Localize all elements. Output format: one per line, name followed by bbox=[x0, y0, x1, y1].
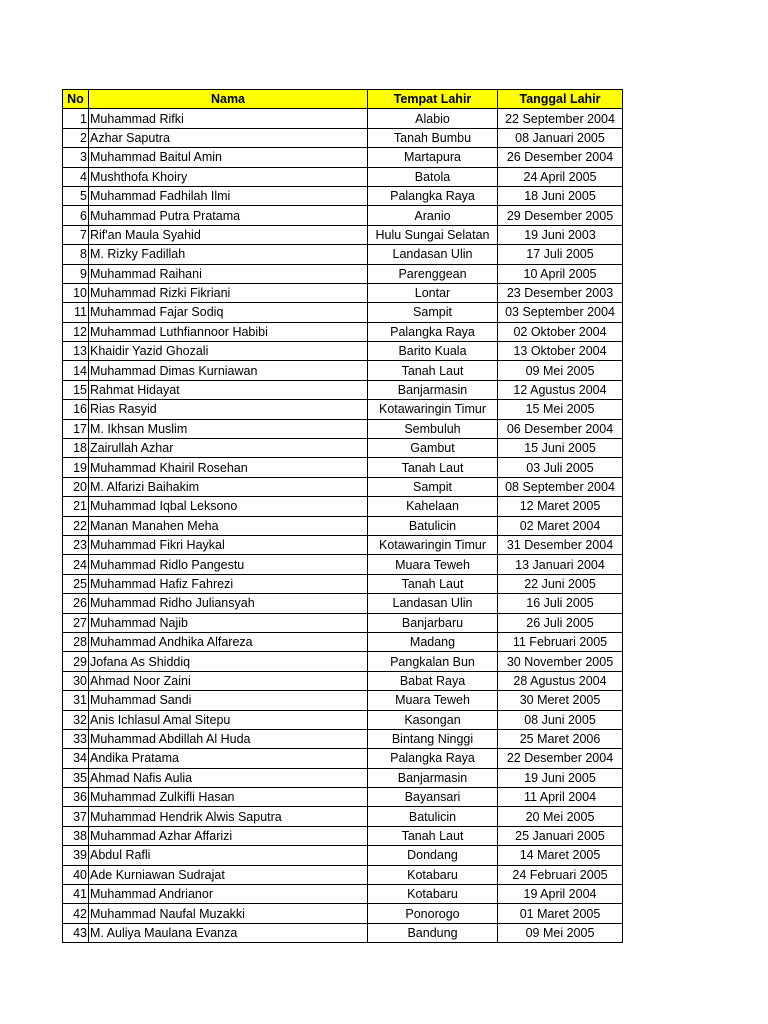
cell-tempat-lahir: Palangka Raya bbox=[368, 322, 498, 341]
cell-tempat-lahir: Kahelaan bbox=[368, 497, 498, 516]
cell-tempat-lahir: Aranio bbox=[368, 206, 498, 225]
cell-nama: Muhammad Khairil Rosehan bbox=[89, 458, 368, 477]
cell-tanggal-lahir: 08 September 2004 bbox=[498, 477, 623, 496]
cell-nama: Rias Rasyid bbox=[89, 400, 368, 419]
row-number: 8 bbox=[63, 245, 89, 264]
cell-tanggal-lahir: 12 Maret 2005 bbox=[498, 497, 623, 516]
table-row bbox=[63, 186, 623, 205]
cell-nama: Muhammad Rizki Fikriani bbox=[89, 283, 368, 302]
cell-tempat-lahir: Bayansari bbox=[368, 788, 498, 807]
cell-tempat-lahir: Martapura bbox=[368, 148, 498, 167]
cell-nama: Muhammad Sandi bbox=[89, 691, 368, 710]
header-nama: Nama bbox=[89, 90, 368, 109]
cell-tempat-lahir: Palangka Raya bbox=[368, 749, 498, 768]
table-row bbox=[63, 923, 623, 942]
cell-tanggal-lahir: 28 Agustus 2004 bbox=[498, 671, 623, 690]
cell-tempat-lahir: Batola bbox=[368, 167, 498, 186]
table-row bbox=[63, 497, 623, 516]
cell-nama: Muhammad Andhika Alfareza bbox=[89, 632, 368, 651]
cell-tanggal-lahir: 02 Oktober 2004 bbox=[498, 322, 623, 341]
cell-nama: Muhammad Putra Pratama bbox=[89, 206, 368, 225]
row-number: 13 bbox=[63, 342, 89, 361]
cell-tanggal-lahir: 26 Juli 2005 bbox=[498, 613, 623, 632]
row-number: 2 bbox=[63, 128, 89, 147]
row-number: 30 bbox=[63, 671, 89, 690]
cell-tempat-lahir: Ponorogo bbox=[368, 904, 498, 923]
cell-tempat-lahir: Landasan Ulin bbox=[368, 245, 498, 264]
cell-nama: Ade Kurniawan Sudrajat bbox=[89, 865, 368, 884]
cell-tanggal-lahir: 12 Agustus 2004 bbox=[498, 380, 623, 399]
cell-nama: Abdul Rafli bbox=[89, 846, 368, 865]
row-number: 40 bbox=[63, 865, 89, 884]
row-number: 1 bbox=[63, 109, 89, 128]
cell-tempat-lahir: Kasongan bbox=[368, 710, 498, 729]
cell-nama: M. Rizky Fadillah bbox=[89, 245, 368, 264]
row-number: 14 bbox=[63, 361, 89, 380]
cell-tempat-lahir: Tanah Laut bbox=[368, 458, 498, 477]
cell-tanggal-lahir: 09 Mei 2005 bbox=[498, 923, 623, 942]
table-row bbox=[63, 342, 623, 361]
cell-tempat-lahir: Bintang Ninggi bbox=[368, 729, 498, 748]
cell-tanggal-lahir: 22 Juni 2005 bbox=[498, 574, 623, 593]
cell-nama: Mushthofa Khoiry bbox=[89, 167, 368, 186]
cell-tempat-lahir: Madang bbox=[368, 632, 498, 651]
cell-tempat-lahir: Banjarmasin bbox=[368, 768, 498, 787]
cell-tempat-lahir: Batulicin bbox=[368, 807, 498, 826]
cell-tempat-lahir: Sampit bbox=[368, 303, 498, 322]
row-number: 33 bbox=[63, 729, 89, 748]
table-row bbox=[63, 768, 623, 787]
cell-nama: Muhammad Ridlo Pangestu bbox=[89, 555, 368, 574]
table-row bbox=[63, 380, 623, 399]
table-row bbox=[63, 846, 623, 865]
cell-nama: Azhar Saputra bbox=[89, 128, 368, 147]
row-number: 21 bbox=[63, 497, 89, 516]
cell-tempat-lahir: Pangkalan Bun bbox=[368, 652, 498, 671]
table-row bbox=[63, 594, 623, 613]
cell-tanggal-lahir: 17 Juli 2005 bbox=[498, 245, 623, 264]
row-number: 18 bbox=[63, 439, 89, 458]
cell-tanggal-lahir: 15 Juni 2005 bbox=[498, 439, 623, 458]
cell-tempat-lahir: Bandung bbox=[368, 923, 498, 942]
row-number: 26 bbox=[63, 594, 89, 613]
cell-tempat-lahir: Landasan Ulin bbox=[368, 594, 498, 613]
cell-tanggal-lahir: 19 Juni 2003 bbox=[498, 225, 623, 244]
cell-tanggal-lahir: 15 Mei 2005 bbox=[498, 400, 623, 419]
cell-nama: Andika Pratama bbox=[89, 749, 368, 768]
cell-tanggal-lahir: 14 Maret 2005 bbox=[498, 846, 623, 865]
cell-nama: Muhammad Najib bbox=[89, 613, 368, 632]
row-number: 11 bbox=[63, 303, 89, 322]
cell-tempat-lahir: Babat Raya bbox=[368, 671, 498, 690]
cell-tempat-lahir: Banjarmasin bbox=[368, 380, 498, 399]
header-no: No bbox=[63, 90, 89, 109]
table-row bbox=[63, 826, 623, 845]
cell-nama: Rif'an Maula Syahid bbox=[89, 225, 368, 244]
table-row bbox=[63, 283, 623, 302]
table-row bbox=[63, 729, 623, 748]
cell-tanggal-lahir: 11 April 2004 bbox=[498, 788, 623, 807]
cell-nama: Ahmad Nafis Aulia bbox=[89, 768, 368, 787]
table-header bbox=[63, 90, 623, 109]
cell-tempat-lahir: Hulu Sungai Selatan bbox=[368, 225, 498, 244]
cell-tanggal-lahir: 23 Desember 2003 bbox=[498, 283, 623, 302]
header-row bbox=[63, 90, 623, 109]
cell-tempat-lahir: Barito Kuala bbox=[368, 342, 498, 361]
cell-tanggal-lahir: 10 April 2005 bbox=[498, 264, 623, 283]
cell-tanggal-lahir: 11 Februari 2005 bbox=[498, 632, 623, 651]
cell-nama: Muhammad Andrianor bbox=[89, 885, 368, 904]
cell-tempat-lahir: Kotawaringin Timur bbox=[368, 400, 498, 419]
row-number: 34 bbox=[63, 749, 89, 768]
cell-tanggal-lahir: 03 September 2004 bbox=[498, 303, 623, 322]
table-row bbox=[63, 148, 623, 167]
cell-tempat-lahir: Alabio bbox=[368, 109, 498, 128]
cell-nama: Khaidir Yazid Ghozali bbox=[89, 342, 368, 361]
table-row bbox=[63, 749, 623, 768]
table-row bbox=[63, 516, 623, 535]
table-row bbox=[63, 807, 623, 826]
row-number: 20 bbox=[63, 477, 89, 496]
table-row bbox=[63, 904, 623, 923]
table-row bbox=[63, 167, 623, 186]
cell-nama: Jofana As Shiddiq bbox=[89, 652, 368, 671]
cell-nama: Muhammad Fikri Haykal bbox=[89, 535, 368, 554]
table-row bbox=[63, 225, 623, 244]
cell-tanggal-lahir: 18 Juni 2005 bbox=[498, 186, 623, 205]
table-row bbox=[63, 361, 623, 380]
cell-tanggal-lahir: 02 Maret 2004 bbox=[498, 516, 623, 535]
header-tanggal-lahir: Tanggal Lahir bbox=[498, 90, 623, 109]
cell-tempat-lahir: Kotabaru bbox=[368, 865, 498, 884]
row-number: 19 bbox=[63, 458, 89, 477]
table-row bbox=[63, 555, 623, 574]
cell-tanggal-lahir: 22 September 2004 bbox=[498, 109, 623, 128]
row-number: 43 bbox=[63, 923, 89, 942]
cell-nama: Manan Manahen Meha bbox=[89, 516, 368, 535]
table-body bbox=[63, 109, 623, 943]
table-row bbox=[63, 206, 623, 225]
row-number: 36 bbox=[63, 788, 89, 807]
row-number: 16 bbox=[63, 400, 89, 419]
cell-tempat-lahir: Lontar bbox=[368, 283, 498, 302]
cell-tanggal-lahir: 06 Desember 2004 bbox=[498, 419, 623, 438]
cell-tanggal-lahir: 30 November 2005 bbox=[498, 652, 623, 671]
row-number: 24 bbox=[63, 555, 89, 574]
cell-tanggal-lahir: 13 Januari 2004 bbox=[498, 555, 623, 574]
row-number: 31 bbox=[63, 691, 89, 710]
table-row bbox=[63, 264, 623, 283]
cell-tanggal-lahir: 24 Februari 2005 bbox=[498, 865, 623, 884]
cell-tempat-lahir: Kotawaringin Timur bbox=[368, 535, 498, 554]
cell-nama: Muhammad Rifki bbox=[89, 109, 368, 128]
row-number: 35 bbox=[63, 768, 89, 787]
row-number: 29 bbox=[63, 652, 89, 671]
row-number: 23 bbox=[63, 535, 89, 554]
cell-tanggal-lahir: 16 Juli 2005 bbox=[498, 594, 623, 613]
row-number: 22 bbox=[63, 516, 89, 535]
table-row bbox=[63, 535, 623, 554]
cell-tanggal-lahir: 08 Juni 2005 bbox=[498, 710, 623, 729]
cell-nama: Muhammad Zulkifli Hasan bbox=[89, 788, 368, 807]
cell-nama: Muhammad Fajar Sodiq bbox=[89, 303, 368, 322]
cell-tanggal-lahir: 22 Desember 2004 bbox=[498, 749, 623, 768]
row-number: 4 bbox=[63, 167, 89, 186]
row-number: 38 bbox=[63, 826, 89, 845]
row-number: 12 bbox=[63, 322, 89, 341]
cell-tempat-lahir: Sampit bbox=[368, 477, 498, 496]
cell-tanggal-lahir: 08 Januari 2005 bbox=[498, 128, 623, 147]
cell-tanggal-lahir: 09 Mei 2005 bbox=[498, 361, 623, 380]
cell-nama: Zairullah Azhar bbox=[89, 439, 368, 458]
cell-tanggal-lahir: 19 Juni 2005 bbox=[498, 768, 623, 787]
cell-tanggal-lahir: 30 Meret 2005 bbox=[498, 691, 623, 710]
row-number: 39 bbox=[63, 846, 89, 865]
cell-nama: M. Ikhsan Muslim bbox=[89, 419, 368, 438]
cell-tanggal-lahir: 19 April 2004 bbox=[498, 885, 623, 904]
row-number: 3 bbox=[63, 148, 89, 167]
table-row bbox=[63, 109, 623, 128]
table-row bbox=[63, 652, 623, 671]
student-table bbox=[62, 89, 623, 943]
cell-tanggal-lahir: 26 Desember 2004 bbox=[498, 148, 623, 167]
row-number: 9 bbox=[63, 264, 89, 283]
cell-tanggal-lahir: 13 Oktober 2004 bbox=[498, 342, 623, 361]
table-row bbox=[63, 574, 623, 593]
row-number: 37 bbox=[63, 807, 89, 826]
row-number: 28 bbox=[63, 632, 89, 651]
cell-tempat-lahir: Banjarbaru bbox=[368, 613, 498, 632]
row-number: 41 bbox=[63, 885, 89, 904]
cell-tanggal-lahir: 25 Januari 2005 bbox=[498, 826, 623, 845]
cell-nama: Muhammad Raihani bbox=[89, 264, 368, 283]
cell-nama: Muhammad Hendrik Alwis Saputra bbox=[89, 807, 368, 826]
row-number: 32 bbox=[63, 710, 89, 729]
cell-tanggal-lahir: 31 Desember 2004 bbox=[498, 535, 623, 554]
cell-nama: Muhammad Abdillah Al Huda bbox=[89, 729, 368, 748]
cell-tempat-lahir: Muara Teweh bbox=[368, 691, 498, 710]
cell-tempat-lahir: Batulicin bbox=[368, 516, 498, 535]
cell-tanggal-lahir: 03 Juli 2005 bbox=[498, 458, 623, 477]
cell-tempat-lahir: Tanah Bumbu bbox=[368, 128, 498, 147]
cell-tempat-lahir: Parenggean bbox=[368, 264, 498, 283]
cell-nama: Muhammad Luthfiannoor Habibi bbox=[89, 322, 368, 341]
table-row bbox=[63, 128, 623, 147]
table-row bbox=[63, 885, 623, 904]
row-number: 42 bbox=[63, 904, 89, 923]
cell-nama: Anis Ichlasul Amal Sitepu bbox=[89, 710, 368, 729]
cell-tanggal-lahir: 29 Desember 2005 bbox=[498, 206, 623, 225]
cell-nama: Muhammad Azhar Affarizi bbox=[89, 826, 368, 845]
cell-tempat-lahir: Tanah Laut bbox=[368, 574, 498, 593]
row-number: 7 bbox=[63, 225, 89, 244]
table-row bbox=[63, 632, 623, 651]
cell-tempat-lahir: Palangka Raya bbox=[368, 186, 498, 205]
cell-nama: M. Auliya Maulana Evanza bbox=[89, 923, 368, 942]
table-row bbox=[63, 400, 623, 419]
table-row bbox=[63, 439, 623, 458]
table-row bbox=[63, 322, 623, 341]
cell-nama: Muhammad Ridho Juliansyah bbox=[89, 594, 368, 613]
cell-tempat-lahir: Muara Teweh bbox=[368, 555, 498, 574]
table-row bbox=[63, 788, 623, 807]
table-row bbox=[63, 671, 623, 690]
row-number: 6 bbox=[63, 206, 89, 225]
cell-nama: Muhammad Hafiz Fahrezi bbox=[89, 574, 368, 593]
row-number: 25 bbox=[63, 574, 89, 593]
cell-nama: Muhammad Dimas Kurniawan bbox=[89, 361, 368, 380]
table-row bbox=[63, 613, 623, 632]
table-row bbox=[63, 458, 623, 477]
row-number: 5 bbox=[63, 186, 89, 205]
row-number: 10 bbox=[63, 283, 89, 302]
cell-nama: M. Alfarizi Baihakim bbox=[89, 477, 368, 496]
cell-nama: Muhammad Baitul Amin bbox=[89, 148, 368, 167]
cell-tempat-lahir: Dondang bbox=[368, 846, 498, 865]
cell-nama: Muhammad Iqbal Leksono bbox=[89, 497, 368, 516]
row-number: 17 bbox=[63, 419, 89, 438]
cell-tempat-lahir: Kotabaru bbox=[368, 885, 498, 904]
cell-nama: Rahmat Hidayat bbox=[89, 380, 368, 399]
cell-tempat-lahir: Gambut bbox=[368, 439, 498, 458]
cell-tanggal-lahir: 24 April 2005 bbox=[498, 167, 623, 186]
table-row bbox=[63, 477, 623, 496]
table-row bbox=[63, 419, 623, 438]
cell-tanggal-lahir: 01 Maret 2005 bbox=[498, 904, 623, 923]
table-row bbox=[63, 245, 623, 264]
cell-nama: Ahmad Noor Zaini bbox=[89, 671, 368, 690]
cell-tempat-lahir: Tanah Laut bbox=[368, 361, 498, 380]
header-tempat-lahir: Tempat Lahir bbox=[368, 90, 498, 109]
table-row bbox=[63, 303, 623, 322]
table-row bbox=[63, 710, 623, 729]
cell-tanggal-lahir: 25 Maret 2006 bbox=[498, 729, 623, 748]
cell-tempat-lahir: Sembuluh bbox=[368, 419, 498, 438]
table-row bbox=[63, 691, 623, 710]
cell-nama: Muhammad Naufal Muzakki bbox=[89, 904, 368, 923]
cell-tanggal-lahir: 20 Mei 2005 bbox=[498, 807, 623, 826]
cell-tempat-lahir: Tanah Laut bbox=[368, 826, 498, 845]
table-row bbox=[63, 865, 623, 884]
row-number: 15 bbox=[63, 380, 89, 399]
row-number: 27 bbox=[63, 613, 89, 632]
cell-nama: Muhammad Fadhilah Ilmi bbox=[89, 186, 368, 205]
